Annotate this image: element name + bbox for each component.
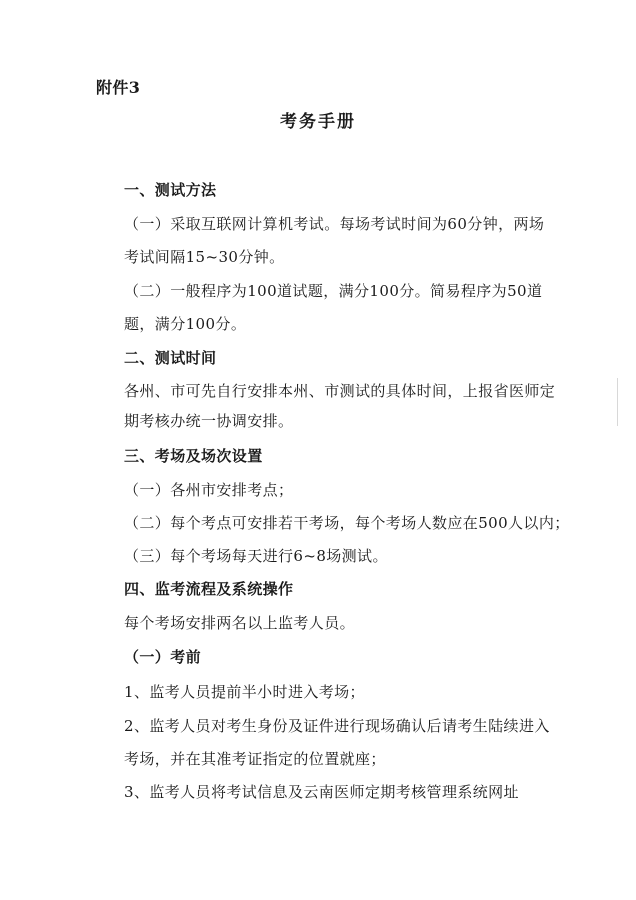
paragraph-line: 3、监考人员将考试信息及云南医师定期考核管理系统网址: [124, 783, 519, 801]
paragraph-line: （一）各州市安排考点；: [124, 481, 294, 499]
document-title: 考务手册: [280, 112, 356, 132]
section-heading-testing-time: 二、测试时间: [124, 349, 217, 367]
scan-artifact: [617, 378, 618, 426]
paragraph-line: （二）一般程序为100道试题，满分100分。简易程序为50道: [124, 282, 543, 300]
paragraph-line: （一）采取互联网计算机考试。每场考试时间为60分钟，两场: [124, 215, 545, 233]
section-heading-venue-setup: 三、考场及场次设置: [124, 447, 263, 465]
section-heading-testing-method: 一、测试方法: [124, 181, 217, 199]
paragraph-line: 2、监考人员对考生身份及证件进行现场确认后请考生陆续进入: [124, 717, 550, 735]
paragraph-line: 题，满分100分。: [124, 315, 247, 333]
paragraph-line: 考试间隔15~30分钟。: [124, 248, 285, 266]
paragraph-line: 各州、市可先自行安排本州、市测试的具体时间，上报省医师定: [124, 382, 556, 400]
paragraph-line: 考场，并在其准考证指定的位置就座；: [124, 750, 386, 768]
section-heading-proctoring: 四、监考流程及系统操作: [124, 580, 294, 598]
paragraph-line: 期考核办统一协调安排。: [124, 412, 294, 430]
paragraph-line: （三）每个考场每天进行6~8场测试。: [124, 547, 388, 565]
paragraph-line: （二）每个考点可安排若干考场，每个考场人数应在500人以内；: [124, 514, 570, 532]
paragraph-line: 1、监考人员提前半小时进入考场；: [124, 683, 365, 701]
paragraph-line: 每个考场安排两名以上监考人员。: [124, 614, 356, 632]
attachment-label: 附件3: [96, 78, 141, 97]
subsection-heading-before-exam: （一）考前: [124, 648, 202, 666]
